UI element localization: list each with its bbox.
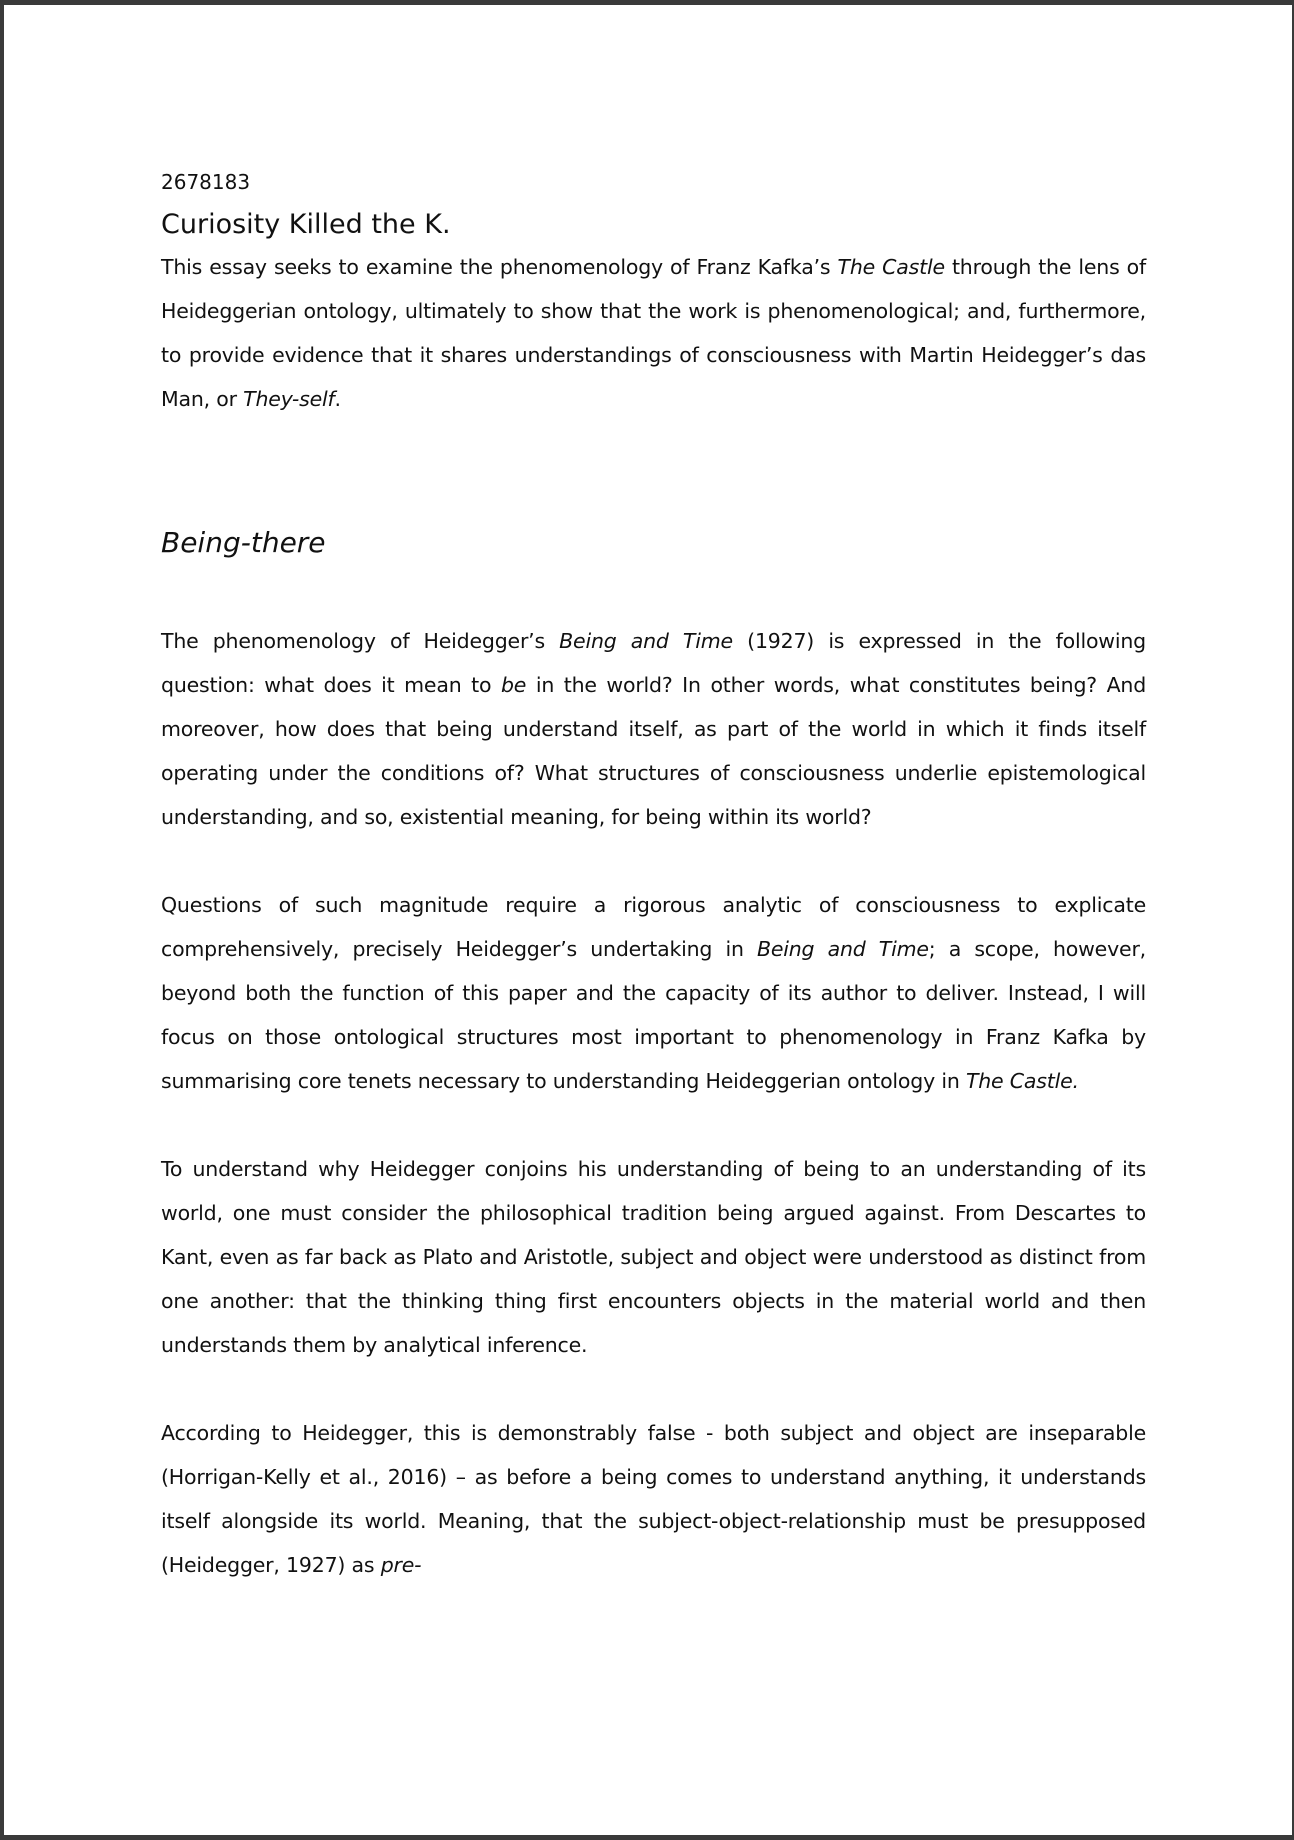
text-run: The phenomenology of Heidegger’s: [161, 629, 560, 653]
intro-paragraph: [161, 245, 1146, 421]
body-paragraph-4: [161, 1411, 1146, 1587]
body-paragraph-2: [161, 883, 1146, 1103]
text-run: This essay seeks to examine the phenomenology of Franz Kafka’s: [161, 255, 838, 279]
section-heading: Being-there: [161, 526, 326, 559]
text-run: According to Heidegger, this is demonstrably false - both subject and object are inseparable (Horrigan-Kelly et al., 2016) – as before a being comes to understand anything, it understands itself alongside its world. Meaning, that the subject-object-relationship must be presupposed (Heidegger, 1927) as: [161, 1421, 1146, 1577]
document-title: Curiosity Killed the K.: [161, 209, 451, 240]
italic-run: pre-: [380, 1553, 422, 1577]
text-run: To understand why Heidegger conjoins his understanding of being to an understanding of its world, one must consider the philosophical tradition being argued against. From Descartes to Kant, even as far back as Plato and Aristotle, subject and object were understood as distinct from one another: that the thinking thing first encounters objects in the material world and then understands them by analytical inference.: [161, 1157, 1146, 1357]
text-run: through the lens of Heideggerian ontology, ultimately to show that the work is phenomenological; and, furthermore, to provide evidence that it shares understandings of consciousness with Martin Heidegger’s das Man, or: [161, 255, 1147, 411]
text-run: ; a scope, however, beyond both the function of this paper and the capacity of its author to deliver. Instead, I will focus on those ontological structures most important to phenomenology in Franz Kafka by summarising core tenets necessary to understanding Heideggerian ontology in: [161, 937, 1146, 1093]
page-content: [161, 165, 1146, 1587]
italic-run: They-self: [243, 387, 335, 411]
document-page: [4, 5, 1292, 1835]
italic-run: Being and Time: [756, 937, 929, 961]
student-id: 2678183: [161, 170, 251, 194]
text-run: (1927) is expressed in the following question: what does it mean to: [161, 629, 1146, 697]
text-run: .: [334, 387, 341, 411]
italic-run: The Castle: [837, 255, 945, 279]
italic-run: Being and Time: [559, 629, 733, 653]
italic-run: The Castle.: [965, 1069, 1079, 1093]
body-paragraph-1: [161, 619, 1146, 839]
italic-run: be: [500, 673, 527, 697]
text-run: in the world? In other words, what constitutes being? And moreover, how does that being understand itself, as part of the world in which it finds itself operating under the conditions of? What structures of consciousness underlie epistemological understanding, and so, existential meaning, for being within its world?: [161, 673, 1147, 829]
body-paragraph-3: [161, 1147, 1146, 1367]
text-run: Questions of such magnitude require a rigorous analytic of consciousness to explicate comprehensively, precisely Heidegger’s undertaking in: [161, 893, 1146, 961]
